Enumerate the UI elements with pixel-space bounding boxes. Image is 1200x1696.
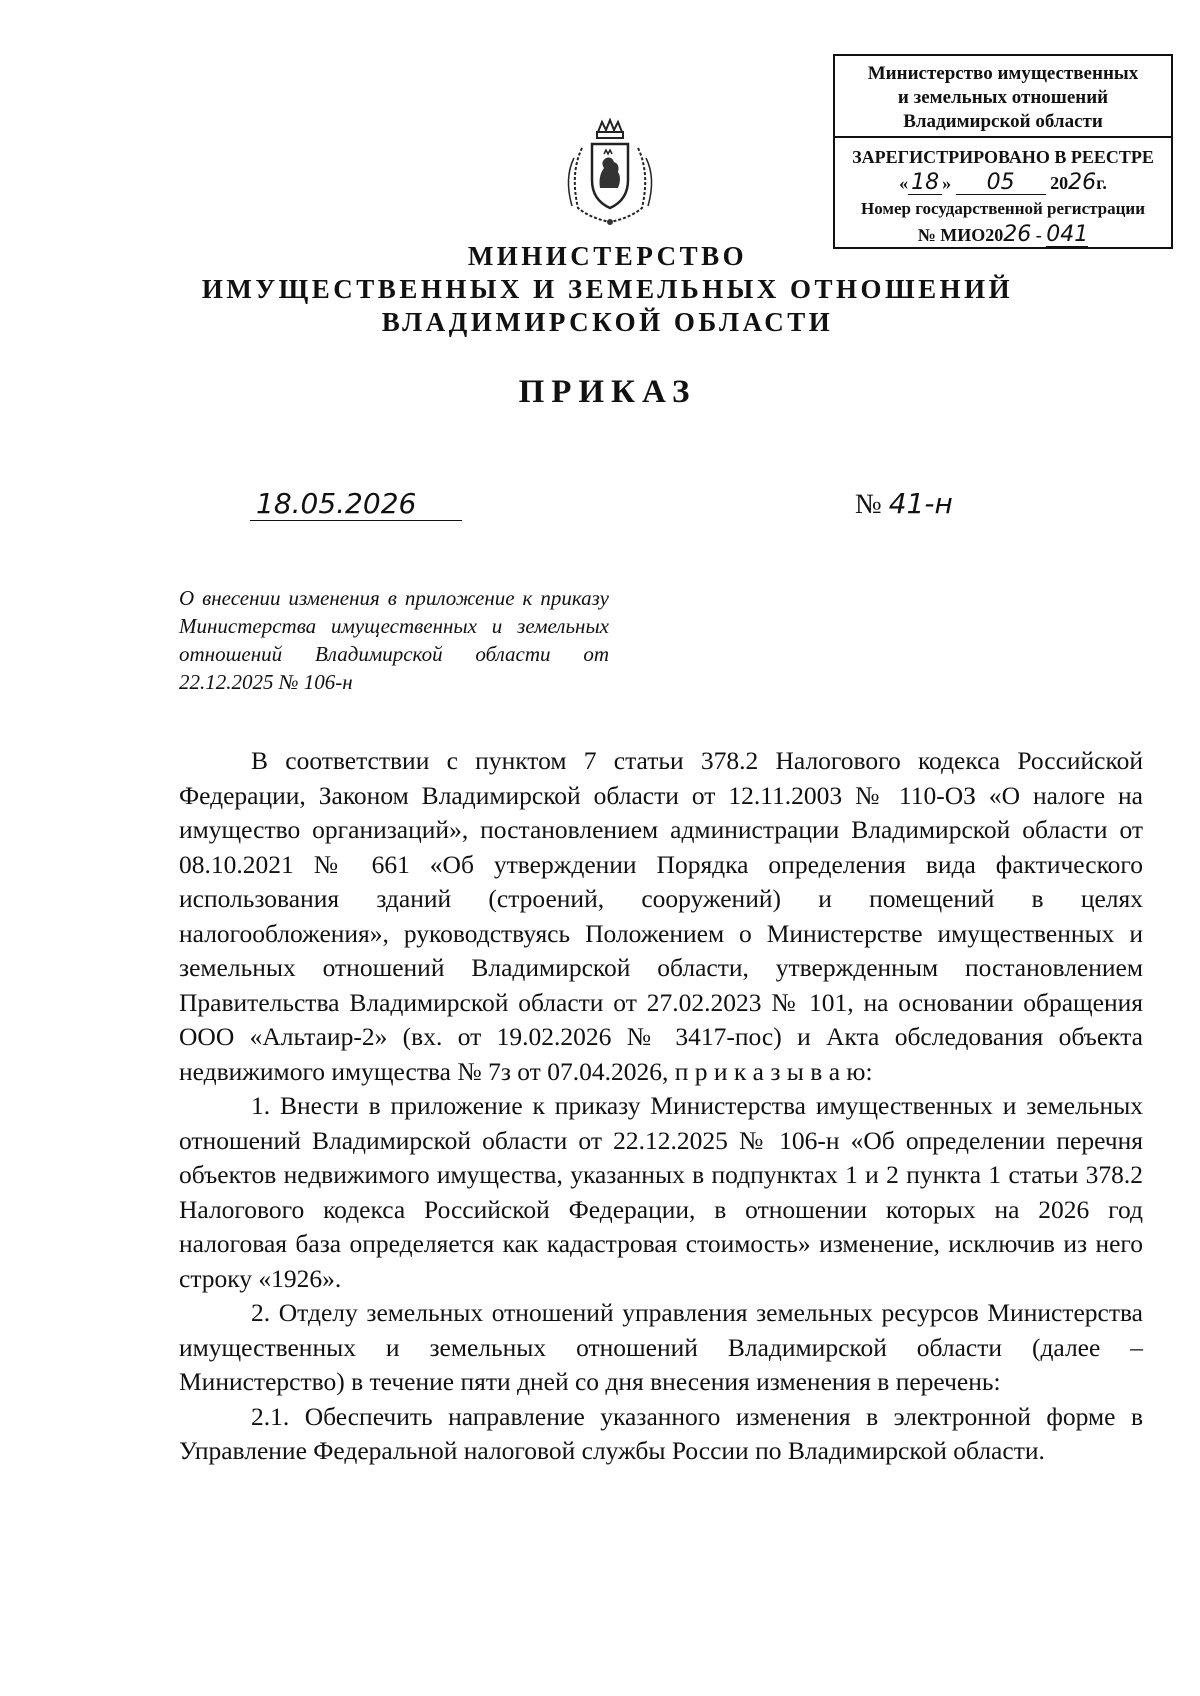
stamp-org-line: Министерство имущественных	[867, 63, 1139, 84]
stamp-year-prefix: 20	[1050, 173, 1069, 193]
order-number-value: 41-н	[888, 487, 953, 520]
paragraph: В соответствии с пунктом 7 статьи 378.2 Налогового кодекса Российской Федерации, Законом Владимирской области от 12.11.2003 № 110-ОЗ «О налоге на имущество организаций», постановлением администрации Владимирской области от 08.10.2021 № 661 «Об утверждении Порядка определения вида фактического использования зданий (строений, сооружений) и помещений в целях налогообложения», руководствуясь Положением о Министерстве имущественных и земельных отношений Владимирской области, утвержденным постановлением Правительства Владимирской области от 27.02.2023 № 101, на основании обращения ООО «Альтаир-2» (вх. от 19.02.2026 № 3417-пос) и Акта обследования объекта недвижимого имущества № 7з от 07.04.2026, п р и к а з ы в а ю:	[179, 746, 1143, 1086]
stamp-date	[835, 170, 1171, 196]
stamp-registered-label: ЗАРЕГИСТРИРОВАНО В РЕЕСТРЕ	[852, 147, 1154, 167]
document-type: ПРИКАЗ	[518, 374, 697, 410]
order-body	[179, 744, 1143, 1469]
stamp-registration	[835, 138, 1171, 248]
paragraph: 2. Отделу земельных отношений управления земельных ресурсов Министерства имущественных и земельных отношений Владимирской области (далее – Министерство) в течение пяти дней со дня внесения изменения в перечень:	[179, 1298, 1143, 1396]
reg-year: 26	[1003, 222, 1032, 247]
ministry-heading-line: ВЛАДИМИРСКОЙ ОБЛАСТИ	[381, 307, 834, 337]
reg-number: 041	[1046, 222, 1089, 247]
ministry-heading	[0, 240, 1200, 339]
order-subject: О внесении изменения в приложение к приказу Министерства имущественных и земельных отношений Владимирской области от 22.12.2025 № 106-н	[179, 586, 609, 694]
order-number	[855, 488, 953, 521]
quote: «	[899, 173, 909, 193]
stamp-year-postfix: г.	[1096, 173, 1107, 193]
ministry-heading-line: МИНИСТЕРСТВО	[467, 241, 748, 271]
paragraph: 2.1. Обеспечить направление указанного изменения в электронной форме в Управление Федеральной налоговой службы России по Владимирской области.	[179, 1401, 1143, 1465]
stamp-org-line: Владимирской области	[903, 111, 1103, 132]
stamp-org-line: и земельных отношений	[897, 87, 1109, 108]
stamp-month: 05	[956, 172, 1046, 195]
reg-dash: -	[1031, 225, 1047, 245]
ministry-heading-line: ИМУЩЕСТВЕННЫХ И ЗЕМЕЛЬНЫХ ОТНОШЕНИЙ	[201, 274, 1014, 304]
stamp-year-suffix: 26	[1068, 170, 1097, 195]
number-label: №	[855, 489, 882, 520]
reg-prefix: № МИО20	[917, 225, 1004, 245]
stamp-day: 18	[908, 172, 942, 195]
stamp-organization	[835, 56, 1171, 138]
coat-of-arms-icon	[560, 118, 660, 228]
paragraph: 1. Внести в приложение к приказу Министерства имущественных и земельных отношений Владимирской области от 22.12.2025 № 106-н «Об определении перечня объектов недвижимого имущества, указанных в подпунктах 1 и 2 пункта 1 статьи 378.2 Налогового кодекса Российской Федерации, в отношении которых на 2026 год налоговая база определяется как кадастровая стоимость» изменение, исключив из него строку «1926».	[179, 1091, 1143, 1293]
registration-stamp	[833, 54, 1173, 249]
stamp-reg-label: Номер государственной регистрации	[860, 199, 1146, 218]
quote: »	[942, 173, 952, 193]
order-date: 18.05.2026	[250, 488, 462, 521]
